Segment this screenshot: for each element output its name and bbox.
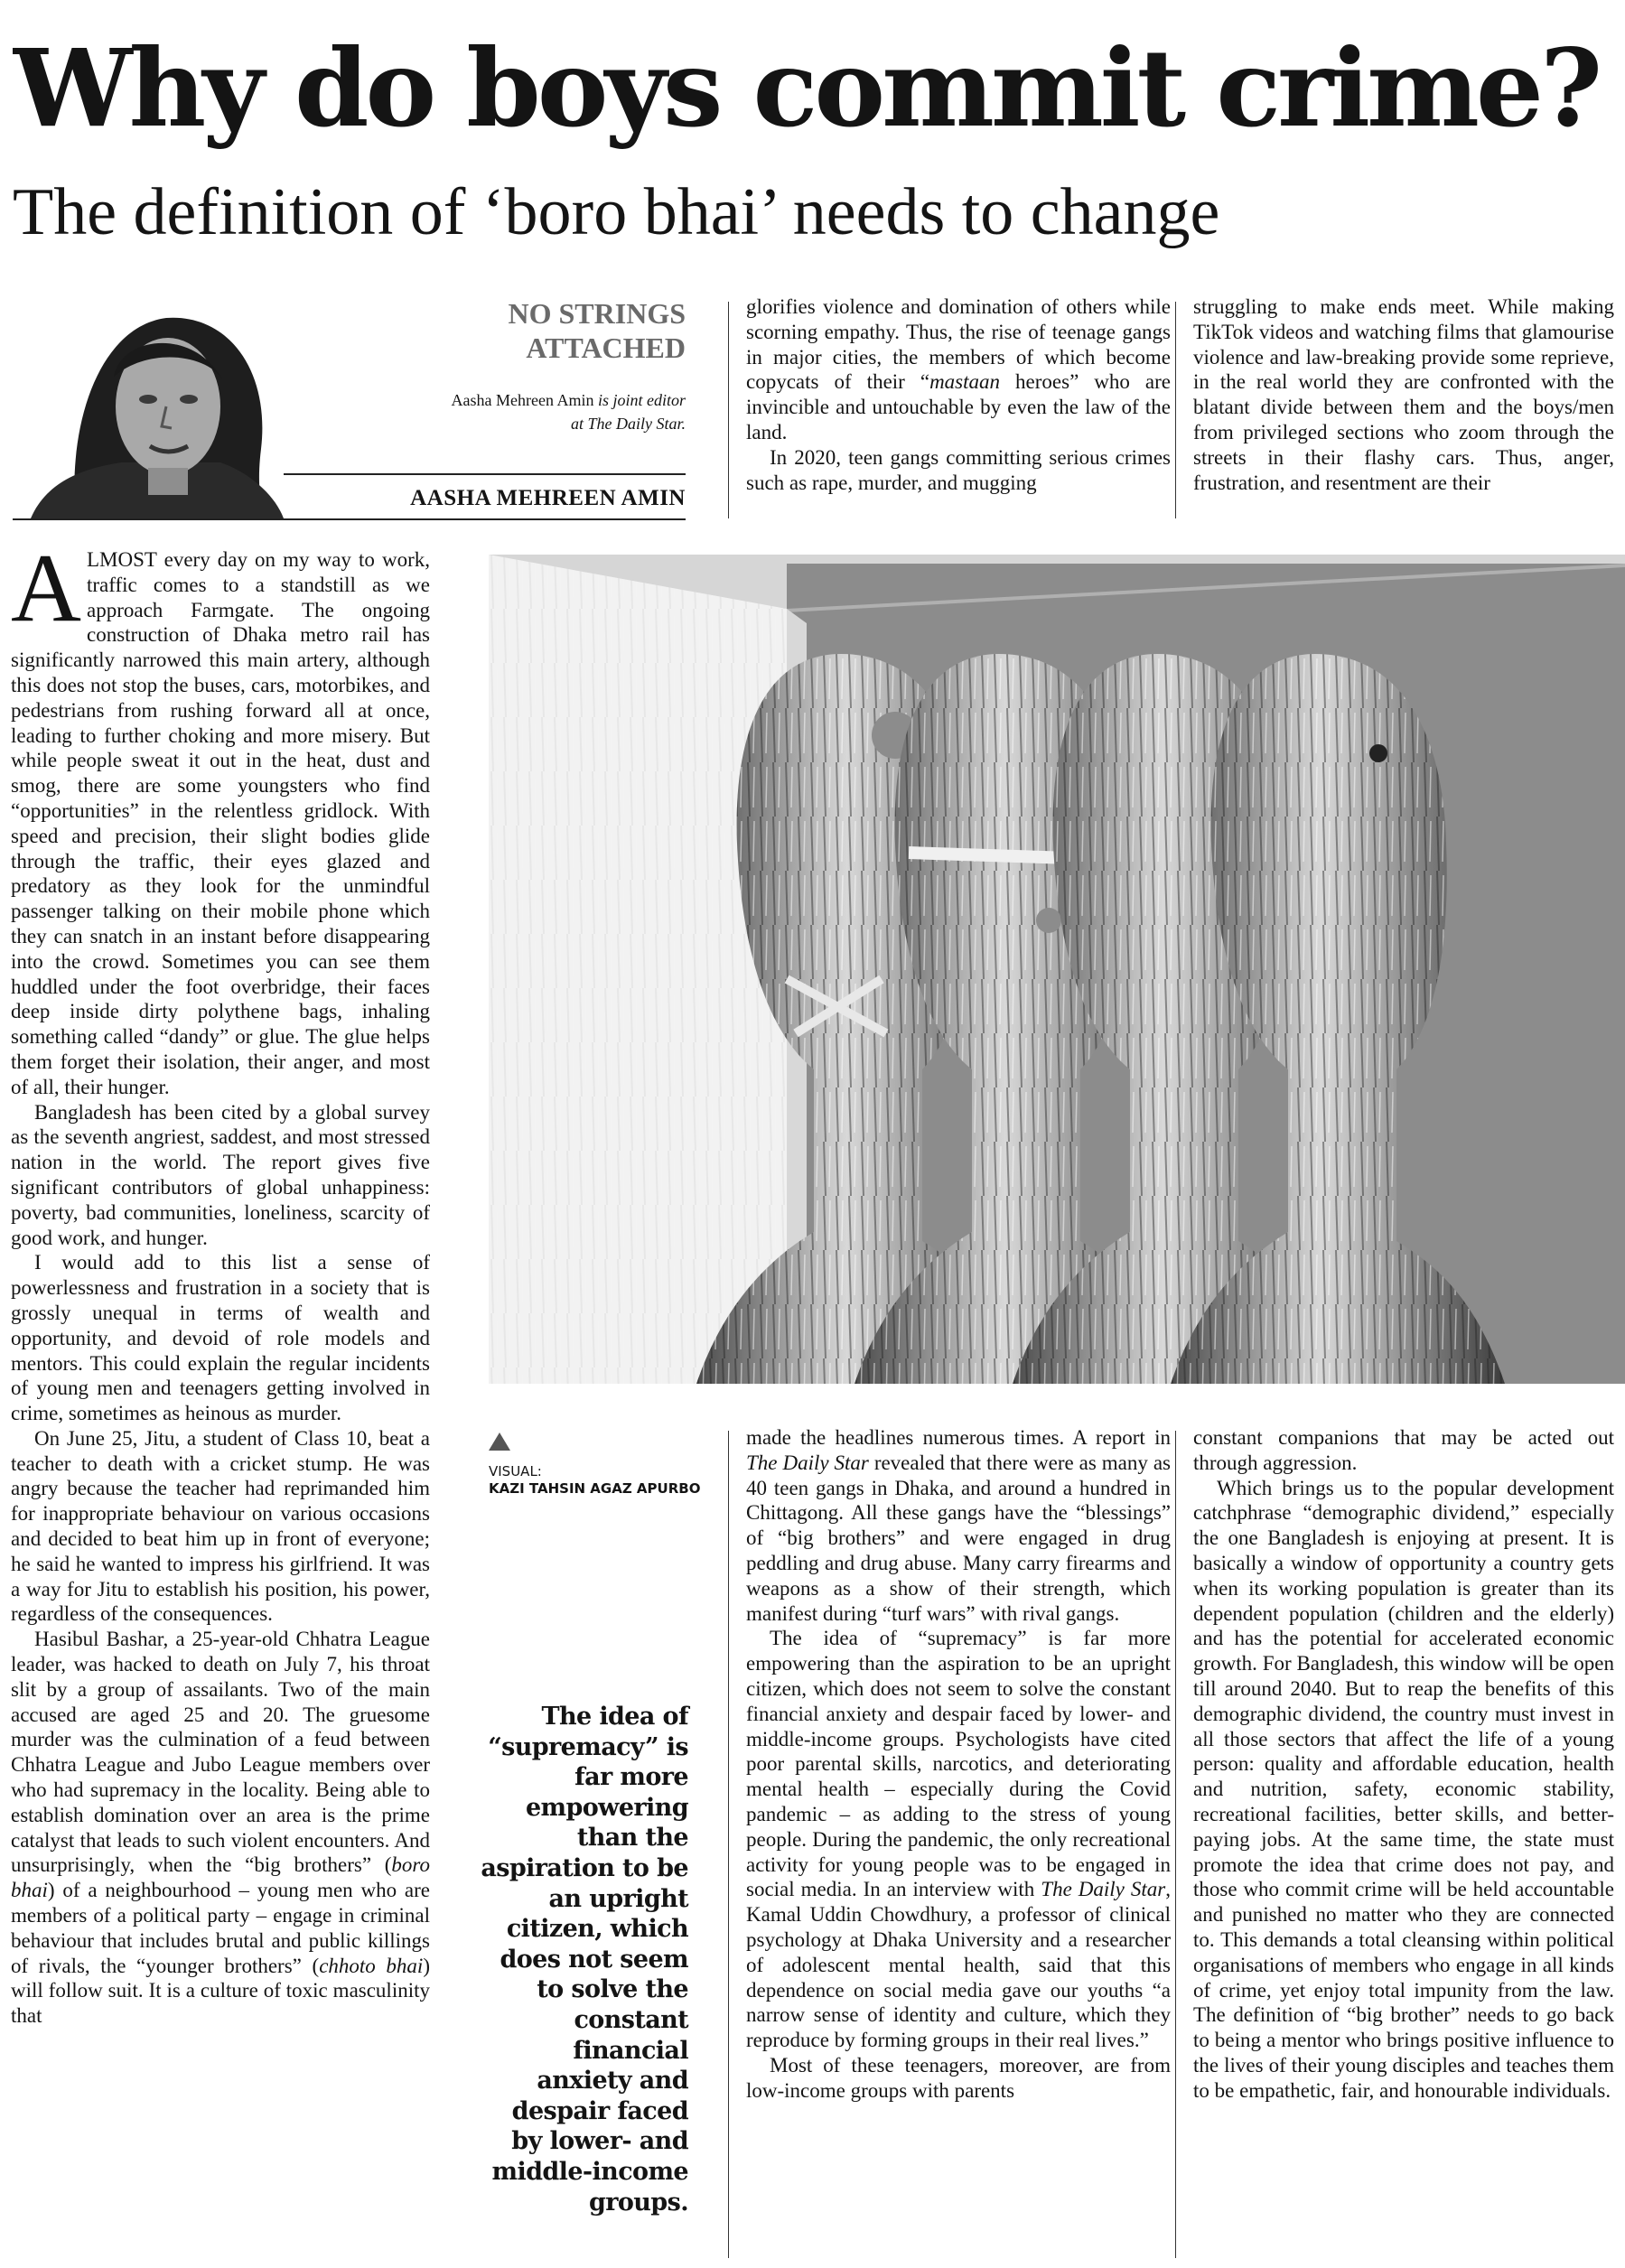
column-name [415,296,686,365]
illustration [489,555,1625,1384]
author-bio-publication: The Daily Star. [587,415,686,433]
paragraph: On June 25, Jitu, a student of Class 10, beat a teacher to death with a cricket stump. He was angry because the teacher had reprimanded him for inappropriate behaviour on various occasions and decided to beat him up in front of everyone; he said he wanted to impress his girlfriend. It was a way for Jitu to establish his position, his power, regardless of the consequences. [11,1426,430,1626]
column-divider [728,1431,729,2258]
paragraph [746,1626,1171,2053]
paragraph: Bangladesh has been cited by a global survey as the seventh angriest, saddest, and most stressed nation in the world. The report gives five significant contributors of global unhappiness: poverty, bad communities, loneliness, scarcity of good work, and hunger. [11,1100,430,1249]
byline-divider [284,473,686,475]
paragraph [11,1627,430,2029]
paragraph-text: , Kamal Uddin Chowdhury, a professor of clinical psychology at Dhaka University and a researcher of adolescent mental health, said that this dependence on social media gave our youths “a narrow sense of identity and culture, which they reproduce by forming groups in their real lives.” [746,1878,1171,2052]
article-column-3-top [1193,294,1614,522]
article-column-2-top [746,294,1171,522]
subheadline: The definition of ‘boro bhai’ needs to change [13,175,1220,249]
paragraph: struggling to make ends meet. While making TikTok videos and watching films that glamourise violence and law-breaking provide some reprieve, in the real world they are confronted with the blatant divide between them and the boys/men from privileged sections who zoom through the streets in their flashy cars. Thus, anger, frustration, and resentment are their [1193,295,1614,494]
paragraph-text: heroes” who are invincible and untouchable by even the law of the land. [746,370,1171,443]
author-photo [13,291,284,518]
paragraph [746,1425,1171,1626]
paragraph: Most of these teenagers, moreover, are from low-income groups with parents [746,2053,1171,2102]
byline-bottom-divider [13,518,686,520]
paragraph-text: The idea of “supremacy” is far more empowering than the aspiration to be an upright citizen, which does not seem to solve the constant financial anxiety and despair faced by lower- and middle-income groups. Psychologists have cited poor parental skills, narcotics, and deteriorating mental health – especially during the Covid pandemic – as adding to the stress of young people. During the pandemic, the only recreational activity for young people was to be engaged in social media. In an interview with [746,1627,1171,1901]
paragraph-text: Hasibul Bashar, a 25-year-old Chhatra League leader, was hacked to death on July 7, his throat slit by a group of assailants. Two of the main accused are aged 25 and 20. The gruesome murder was the culmination of a feud between Chhatra League and Jubo League members over who had supremacy in the locality. Being able to establish domination over an area is the prime catalyst that leads to such violent encounters. And unsurprisingly, when the “big brothers” ( [11,1628,430,1877]
article-column-2-bottom [746,1425,1171,2263]
column-divider [728,302,729,518]
column-divider [1175,1431,1176,2258]
credit-label: VISUAL: [489,1463,542,1479]
paragraph [746,294,1171,445]
paragraph-italic: chhoto bhai [319,1954,424,1977]
paragraph: I would add to this list a sense of powerlessness and frustration in a society that is grossly unequal in terms of wealth and opportunity, and devoid of role models and mentors. This could explain the regular incidents of young men and teenagers getting involved in crime, sometimes as heinous as murder. [11,1251,430,1425]
credit-name: KAZI TAHSIN AGAZ APURBO [489,1480,701,1497]
paragraph-text: glorifies violence and domination of others while scorning empathy. Thus, the rise of teenage gangs in major cities, the members of which become copycats of their “ [746,295,1171,394]
paragraph-text: ) of a neighbourhood – young men who are members of a political party – engage in criminal behaviour that includes brutal and public killings of rivals, the “younger brothers” ( [11,1879,430,1977]
paragraph-italic: boro bhai [11,1853,430,1902]
illustration-credit [489,1463,714,1498]
author-bio [360,388,686,435]
paragraph [11,547,430,1100]
paragraph: In 2020, teen gangs committing serious crimes such as rape, murder, and mugging [746,445,1171,494]
paragraph-italic: The Daily Star [746,1451,869,1474]
byline-block [13,291,686,520]
pull-quote: The idea of “supremacy” is far more empowering than the aspiration to be an upright citizen, which does not seem to solve the constant financial anxiety and despair faced by lower- and middle-income groups. [481,1703,688,2217]
column-name-line2: ATTACHED [526,331,686,364]
paragraph: Which brings us to the popular development catchphrase “demographic dividend,” especially the one Bangladesh is enjoying at present. It is basically a window of opportunity a country gets when its working population is greater than its dependent population (children and the elderly) and has the potential for accelerated economic growth. For Bangladesh, this window will be open till around 2040. But to reap the benefits of this demographic dividend, the country must invest in all those sectors that affect the life of a young person: quality and affordable education, health and nutrition, safety, economic stability, recreational facilities, better skills, and better-paying jobs. At the same time, the state must promote the idea that crime does not pay, and those who commit crime will be held accountable and punished no matter who they are connected to. This demands a total cleansing within political organisations of members who engage in all kinds of crime, yet enjoy total impunity from the law. The definition of “big brother” needs to go back to being a mentor who brings positive influence to the lives of their young disciples and teaches them to be empathetic, fair, and honourable individuals. [1193,1476,1614,2102]
paragraph-text: revealed that there were as many as 40 teen gangs in Dhaka, and around a hundred in Chittagong. All these gangs have the “blessings” of “big brothers” and were engaged in drug peddling and drug abuse. Many carry firearms and weapons as a show of their strength, which manifest during “turf wars” with rival gangs. [746,1451,1171,1625]
author-portrait [13,291,284,518]
author-byline: AASHA MEHREEN AMIN [410,486,686,510]
triangle-icon [489,1433,510,1451]
illustration-artwork [489,555,1625,1384]
column-name-line1: NO STRINGS [508,297,686,330]
author-bio-name: Aasha Mehreen Amin [451,391,594,409]
drop-cap: A [11,547,81,642]
article-column-1 [11,547,430,2263]
paragraph-italic: The Daily Star [1041,1878,1166,1901]
article-column-3-bottom [1193,1425,1614,2263]
paragraph: constant companions that may be acted out through aggression. [1193,1426,1614,1474]
author-bio-prefix: at [570,415,588,433]
author-bio-text: is joint editor [593,391,686,409]
paragraph-text: ) will follow suit. It is a culture of toxic masculinity that [11,1954,430,2028]
headline: Why do boys commit crime? [13,25,1600,151]
column-divider [1175,302,1176,518]
paragraph-italic: mastaan [929,370,1001,394]
paragraph-text: LMOST every day on my way to work, traffic comes to a standstill as we approach Farmgate. The ongoing construction of Dhaka metro rail has significantly narrowed this main artery, although this does not stop the buses, cars, motorbikes, and pedestrians from rushing forward all at once, leading to further choking and more misery. But while people sweat it out in the heat, dust and smog, there are some youngsters who find “opportunities” in the relentless gridlock. With speed and precision, their slight bodies glide through the traffic, their eyes glazed and predatory as they look for the unmindful passenger talking on their mobile phone which they can snatch in an instant before disappearing into the crowd. Sometimes you can see them huddled under the foot overbridge, their faces deep inside dirty polythene bags, inhaling something called “dandy” or glue. The glue helps them forget their isolation, their anger, and most of all, their hunger. [11,548,430,1098]
paragraph-text: made the headlines numerous times. A report in [746,1426,1171,1449]
